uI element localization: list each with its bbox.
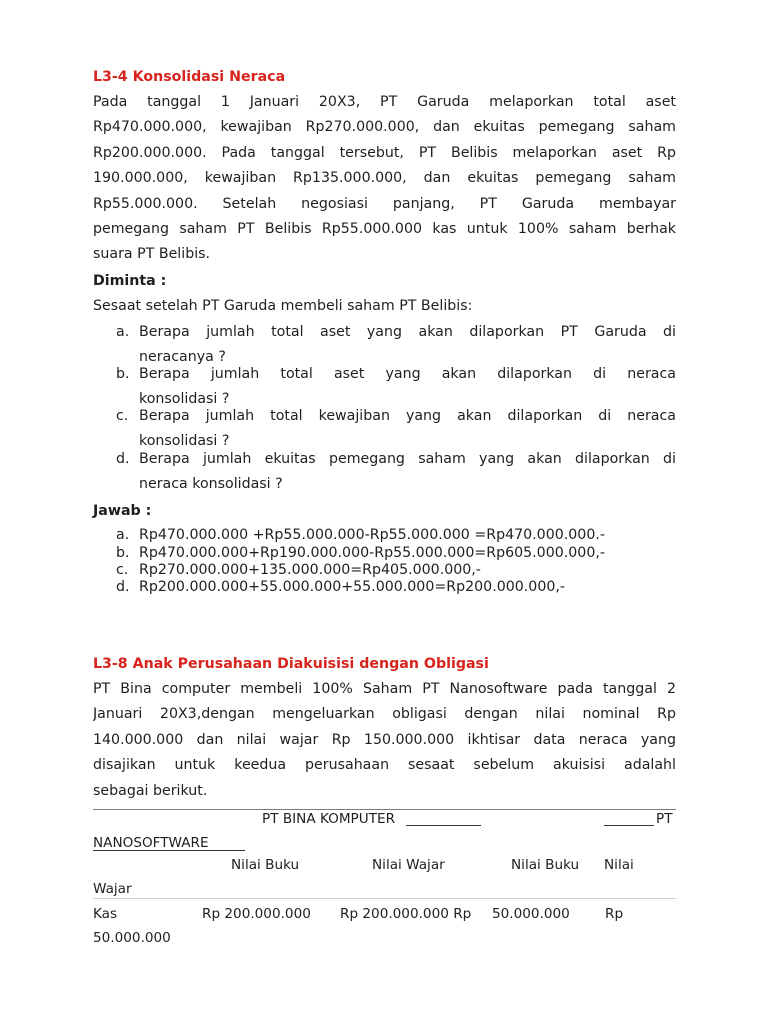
paragraph-line: PT Bina computer membeli 100% Saham PT Nanosoftware pada tanggal 2 — [93, 681, 676, 697]
question-text: konsolidasi ? — [139, 433, 230, 450]
jawab-label: Jawab : — [93, 503, 152, 519]
question-text: Berapa jumlah ekuitas pemegang saham yang akan dilaporkan di — [139, 451, 676, 467]
table-company1-header: PT BINA KOMPUTER — [262, 811, 396, 827]
answer-text: Rp470.000.000 +Rp55.000.000-Rp55.000.000 =Rp470.000.000.- — [139, 527, 605, 543]
header-underline — [93, 850, 245, 851]
col-header-nilai-buku-1: Nilai Buku — [231, 857, 300, 873]
row-kas-nilai-wajar-2: 50.000.000 — [93, 930, 171, 946]
header-underline — [604, 825, 654, 826]
answer-text: Rp200.000.000+55.000.000+55.000.000=Rp200.000.000,- — [139, 579, 565, 595]
question-text: neraca konsolidasi ? — [139, 476, 283, 493]
paragraph-line: Rp200.000.000. Pada tanggal tersebut, PT Belibis melaporkan aset Rp — [93, 144, 676, 161]
row-kas-nilai-buku-2: 50.000.000 — [492, 906, 570, 922]
paragraph-line: sebagai berikut. — [93, 782, 208, 799]
paragraph-line: Rp470.000.000, kewajiban Rp270.000.000, dan ekuitas pemegang saham — [93, 119, 676, 136]
paragraph-line: 140.000.000 dan nilai wajar Rp 150.000.000 ikhtisar data neraca yang — [93, 731, 676, 748]
question-letter: d. — [116, 451, 130, 467]
table-company2-name — [93, 835, 209, 851]
question-text: Berapa jumlah total aset yang akan dilaporkan di neraca — [139, 366, 676, 382]
section1-paragraph — [93, 90, 676, 268]
col-header-wajar-2: Wajar — [93, 881, 132, 897]
section-heading-l3-8: L3-8 Anak Perusahaan Diakuisisi dengan Obligasi — [93, 656, 489, 672]
header-underline — [406, 825, 481, 826]
section2-paragraph — [93, 677, 676, 804]
answer-letter: a. — [116, 527, 130, 543]
answer-letter: c. — [116, 562, 129, 578]
col-header-nilai-2: Nilai — [604, 857, 634, 873]
question-letter: c. — [116, 408, 129, 424]
paragraph-line: disajikan untuk keedua perusahaan sesaat sebelum akuisisi adalahl — [93, 757, 676, 774]
table-company2-pt: PT — [656, 811, 673, 827]
row-kas-nilai-wajar-1: Rp 200.000.000 Rp — [340, 906, 472, 922]
table-header-divider — [93, 898, 676, 899]
paragraph-line: pemegang saham PT Belibis Rp55.000.000 kas untuk 100% saham berhak — [93, 220, 676, 237]
question-text: Berapa jumlah total kewajiban yang akan dilaporkan di neraca — [139, 408, 676, 424]
paragraph-line: Pada tanggal 1 Januari 20X3, PT Garuda melaporkan total aset — [93, 94, 676, 110]
paragraph-line: suara PT Belibis. — [93, 246, 211, 263]
row-kas-rp-2: Rp — [605, 906, 624, 922]
col-header-nilai-buku-2: Nilai Buku — [511, 857, 580, 873]
diminta-intro: Sesaat setelah PT Garuda membeli saham PT Belibis: — [93, 298, 473, 314]
row-label-kas: Kas — [93, 906, 118, 922]
paragraph-line: 190.000.000, kewajiban Rp135.000.000, dan ekuitas pemegang saham — [93, 170, 676, 187]
paragraph-line: Januari 20X3,dengan mengeluarkan obligasi dengan nilai nominal Rp — [93, 706, 676, 723]
answer-letter: d. — [116, 579, 130, 595]
row-kas-nilai-buku-1: Rp 200.000.000 — [202, 906, 311, 922]
paragraph-line: Rp55.000.000. Setelah negosiasi panjang, PT Garuda membayar — [93, 195, 676, 212]
section-heading-l3-4: L3-4 Konsolidasi Neraca — [93, 69, 286, 85]
answer-text: Rp270.000.000+135.000.000=Rp405.000.000,- — [139, 562, 481, 578]
question-letter: a. — [116, 324, 130, 340]
company2-name-text: NANOSOFTWARE — [93, 835, 209, 851]
answer-letter: b. — [116, 545, 130, 561]
question-text: Berapa jumlah total aset yang akan dilaporkan PT Garuda di — [139, 324, 676, 340]
table-top-border — [93, 809, 676, 810]
question-text: neracanya ? — [139, 349, 226, 366]
question-text: konsolidasi ? — [139, 391, 230, 408]
col-header-nilai-wajar-1: Nilai Wajar — [372, 857, 445, 873]
answer-text: Rp470.000.000+Rp190.000.000-Rp55.000.000=Rp605.000.000,- — [139, 545, 605, 561]
question-letter: b. — [116, 366, 130, 382]
diminta-label: Diminta : — [93, 273, 167, 289]
